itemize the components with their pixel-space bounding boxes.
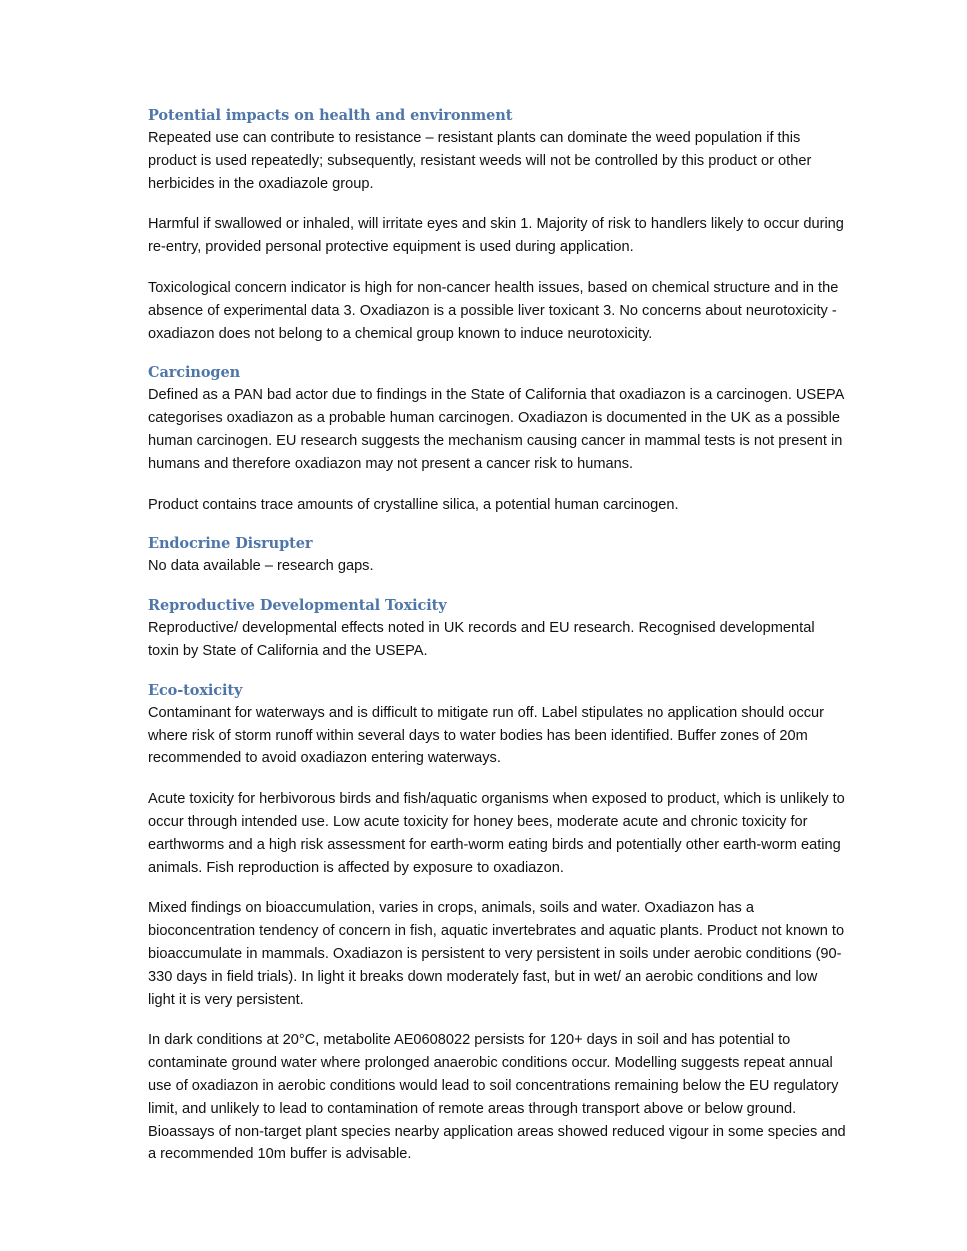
section-eco-toxicity	[148, 679, 848, 1166]
paragraph: Toxicological concern indicator is high for non-cancer health issues, based on chemical structure and in the absence of experimental data 3. Oxadiazon is a possible liver toxicant 3. No concerns about neurotoxicity - oxadiazon does not belong to a chemical group known to induce neurotoxicity.	[148, 279, 839, 342]
section-heading: Endocrine Disrupter	[148, 535, 313, 553]
section-heading: Carcinogen	[148, 364, 241, 382]
section-heading: Potential impacts on health and environment	[148, 107, 513, 124]
paragraph: In dark conditions at 20°C, metabolite AE0608022 persists for 120+ days in soil and has potential to contaminate ground water where prolonged anaerobic conditions occur. Modelling suggests repeat annual use of oxadiazon in aerobic conditions would lead to soil concentrations remaining below the EU regulatory limit, and unlikely to lead to contamination of remote areas through transport above or below ground. Bioassays of non-target plant species nearby application areas showed reduced vigour in some species and a recommended 10m buffer is advisable.	[148, 1032, 846, 1163]
paragraph: Repeated use can contribute to resistance – resistant plants can dominate the weed population if this product is used repeatedly; subsequently, resistant weeds will not be controlled by this product or other herbicides in the oxadiazole group.	[148, 130, 812, 192]
section-health-environment	[148, 104, 848, 345]
section-carcinogen	[148, 361, 848, 516]
paragraph: Product contains trace amounts of crystalline silica, a potential human carcinogen.	[148, 496, 679, 513]
paragraph: Reproductive/ developmental effects noted in UK records and EU research. Recognised developmental toxin by State of California and the USEPA.	[148, 620, 815, 659]
section-reproductive-toxicity	[148, 594, 848, 663]
paragraph: Harmful if swallowed or inhaled, will irritate eyes and skin 1. Majority of risk to handlers likely to occur during re-entry, provided personal protective equipment is used during application.	[148, 216, 844, 256]
section-heading: Eco-toxicity	[148, 681, 243, 699]
section-heading: Reproductive Developmental Toxicity	[148, 597, 447, 615]
paragraph: Mixed findings on bioaccumulation, varies in crops, animals, soils and water. Oxadiazon has a bioconcentration tendency of concern in fish, aquatic invertebrates and aquatic plants. Product not known to bioaccumulate in mammals. Oxadiazon is persistent to very persistent in soils under aerobic conditions (90-330 days in field trials). In light it breaks down moderately fast, but in wet/ an aerobic conditions and low light it is very persistent.	[148, 900, 845, 1008]
paragraph: No data available – research gaps.	[148, 558, 374, 575]
paragraph: Acute toxicity for herbivorous birds and fish/aquatic organisms when exposed to product, which is unlikely to occur through intended use. Low acute toxicity for honey bees, moderate acute and chronic toxicity for earthworms and a high risk assessment for earth-worm eating birds and potentially other earth-worm eating animals. Fish reproduction is affected by exposure to oxadiazon.	[148, 791, 845, 876]
paragraph: Defined as a PAN bad actor due to findings in the State of California that oxadiazon is a carcinogen. USEPA categorises oxadiazon as a probable human carcinogen. Oxadiazon is documented in the UK as a possible human carcinogen. EU research suggests the mechanism causing cancer in mammal tests is not present in humans and therefore oxadiazon may not present a cancer risk to humans.	[148, 387, 844, 472]
paragraph: Contaminant for waterways and is difficult to mitigate run off. Label stipulates no application should occur where risk of storm runoff within several days to water bodies has been identified. Buffer zones of 20m recommended to avoid oxadiazon entering waterways.	[148, 704, 825, 767]
document-page	[148, 104, 848, 1182]
section-endocrine-disrupter	[148, 532, 848, 578]
